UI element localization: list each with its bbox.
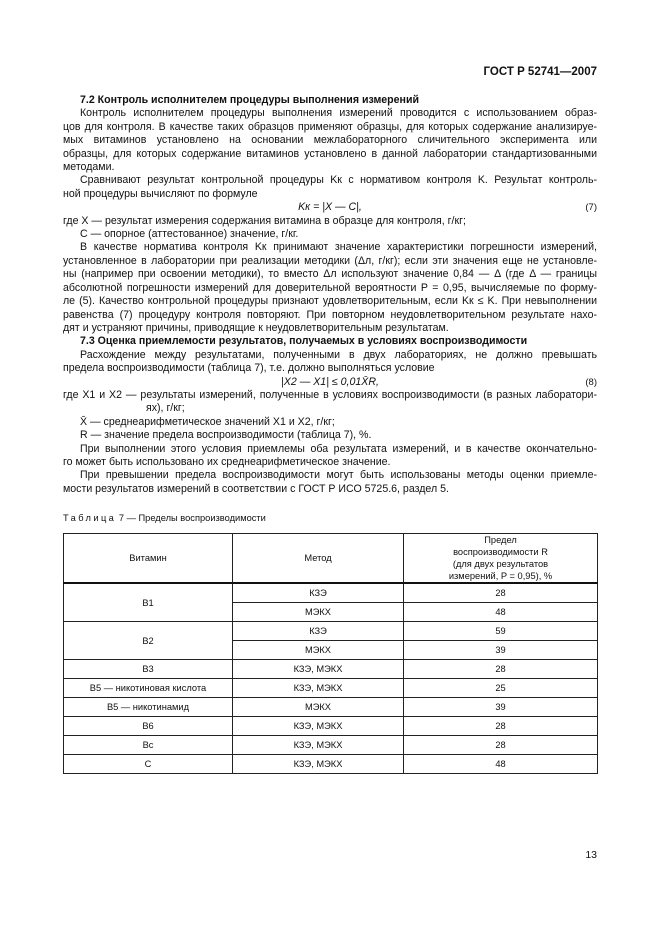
text-line: Сравнивают результат контрольной процедуры Kк с нормативом контроля K. Результат контроль- [80, 174, 597, 187]
cell-limit: 28 [404, 583, 598, 603]
text-line: Расхождение между результатами, полученными в двух лабораториях, не должно превышать [80, 348, 597, 361]
header-method: Метод [233, 534, 404, 584]
cell-method: КЗЭ, МЭКХ [233, 755, 404, 774]
table-caption [63, 513, 266, 523]
text-line: дят и устраняют причины, приводящие к неудовлетворительным результатам. [63, 321, 449, 334]
table-header-row [64, 534, 598, 584]
cell-limit: 28 [404, 736, 598, 755]
cell-method: КЗЭ, МЭКХ [233, 736, 404, 755]
cell-limit: 59 [404, 622, 598, 641]
section-7-3-title: 7.3 Оценка приемлемости результатов, получаемых в условиях воспроизводимости [80, 335, 528, 348]
cell-limit: 28 [404, 660, 598, 679]
text-line: мых витаминов установлено на основании межлабораторного сличительного эксперимента или [63, 134, 597, 147]
cell-vitamin: B1 [64, 583, 233, 622]
cell-method: КЗЭ, МЭКХ [233, 679, 404, 698]
cell-vitamin: B5 — никотиновая кислота [64, 679, 233, 698]
text-line: Контроль исполнителем процедуры выполнения измерений проводится с использованием образ- [80, 107, 597, 120]
cell-method: КЗЭ [233, 622, 404, 641]
cell-method: МЭКХ [233, 603, 404, 622]
text-line: где X — результат измерения содержания витамина в образце для контроля, г/кг; [63, 214, 466, 227]
cell-vitamin: B3 [64, 660, 233, 679]
text-line: C — опорное (аттестованное) значение, г/кг. [80, 228, 299, 241]
header-vitamin: Витамин [64, 534, 233, 584]
table-row [64, 622, 598, 641]
cell-method: КЗЭ [233, 583, 404, 603]
text-line: ной процедуры вычисляют по формуле [63, 187, 258, 200]
table-row [64, 660, 598, 679]
text-line: ны (например при освоении методики), то вместо Δл используют значение 0,84 — Δ (где Δ — границы [63, 268, 597, 281]
formula-7 [63, 201, 597, 214]
text-line: В качестве норматива контроля Kк принимают значение характеристики погрешности измерений, [80, 241, 597, 254]
text-line: предела воспроизводимости (таблица 7), т.е. должно выполняться условие [63, 362, 435, 375]
text-line: ле (5). Качество контрольной процедуры признают удовлетворительным, если Kк ≤ K. При невыполнении [63, 295, 597, 308]
text-line: мости результатов измерений в соответствии с ГОСТ Р ИСО 5725.6, раздел 5. [63, 482, 449, 495]
cell-limit: 48 [404, 603, 598, 622]
table-row [64, 583, 598, 603]
text-line: где X1 и X2 — результаты измерений, полученные в условиях воспроизводимости (в разных лаборатори- [63, 388, 597, 401]
formula-8 [63, 376, 597, 389]
table-row [64, 679, 598, 698]
section-7-2-title: 7.2 Контроль исполнителем процедуры выполнения измерений [80, 94, 419, 106]
body-text [63, 94, 597, 496]
cell-limit: 25 [404, 679, 598, 698]
reproducibility-table [63, 533, 598, 774]
cell-limit: 48 [404, 755, 598, 774]
text-line: X̄ — среднеарифметическое значений X1 и X2, г/кг; [80, 415, 335, 428]
table-row [64, 698, 598, 717]
cell-limit: 39 [404, 641, 598, 660]
text-line: При выполнении этого условия приемлемы оба результата измерений, и в качестве окончательно- [80, 442, 597, 455]
page-number: 13 [585, 849, 597, 861]
text-line: абсолютной погрешности измерений для доверительной вероятности P = 0,95, вычисляемые по форму- [63, 281, 597, 294]
cell-method: МЭКХ [233, 698, 404, 717]
cell-method: КЗЭ, МЭКХ [233, 717, 404, 736]
text-line: методами. [63, 161, 115, 174]
text-line: го может быть использовано их среднеарифметическое значение. [63, 455, 391, 468]
cell-vitamin: B2 [64, 622, 233, 660]
text-line: цов для контроля. В качестве таких образцов применяют образцы, для которых содержание анализируе- [63, 120, 597, 133]
text-line: R — значение предела воспроизводимости (таблица 7), %. [80, 429, 372, 442]
text-line: При превышении предела воспроизводимости могут быть использованы методы оценки приемле- [80, 469, 597, 482]
cell-vitamin: Bc [64, 736, 233, 755]
document-header: ГОСТ Р 52741—2007 [483, 66, 597, 78]
formula-text: Kк = |X — C|, [298, 201, 362, 214]
cell-vitamin: C [64, 755, 233, 774]
cell-limit: 39 [404, 698, 598, 717]
cell-vitamin: B6 [64, 717, 233, 736]
table-row [64, 755, 598, 774]
formula-text: |X2 — X1| ≤ 0,01X̄R, [281, 375, 379, 388]
cell-method: МЭКХ [233, 641, 404, 660]
cell-vitamin: B5 — никотинамид [64, 698, 233, 717]
text-line: ях), г/кг; [146, 402, 185, 415]
formula-number: (8) [585, 376, 597, 388]
text-line: установленное в лаборатории при реализации методики (Δл, г/кг); если эти значения еще не установле- [63, 254, 597, 267]
table-caption-text: 7 — Пределы воспроизводимости [118, 513, 266, 523]
text-line: равенства (7) процедуру контроля повторяют. При повторном неудовлетворительном результате нахо- [63, 308, 597, 321]
header-limit: Предел воспроизводимости R (для двух результатов измерений, P = 0,95), % [404, 534, 598, 584]
text-line: образцы, для которых содержание витаминов установлено в данной лаборатории стандартизованными [63, 147, 597, 160]
table-row [64, 736, 598, 755]
cell-limit: 28 [404, 717, 598, 736]
table-row [64, 717, 598, 736]
cell-method: КЗЭ, МЭКХ [233, 660, 404, 679]
formula-number: (7) [585, 202, 597, 214]
table-caption-word: Таблица [63, 513, 117, 523]
